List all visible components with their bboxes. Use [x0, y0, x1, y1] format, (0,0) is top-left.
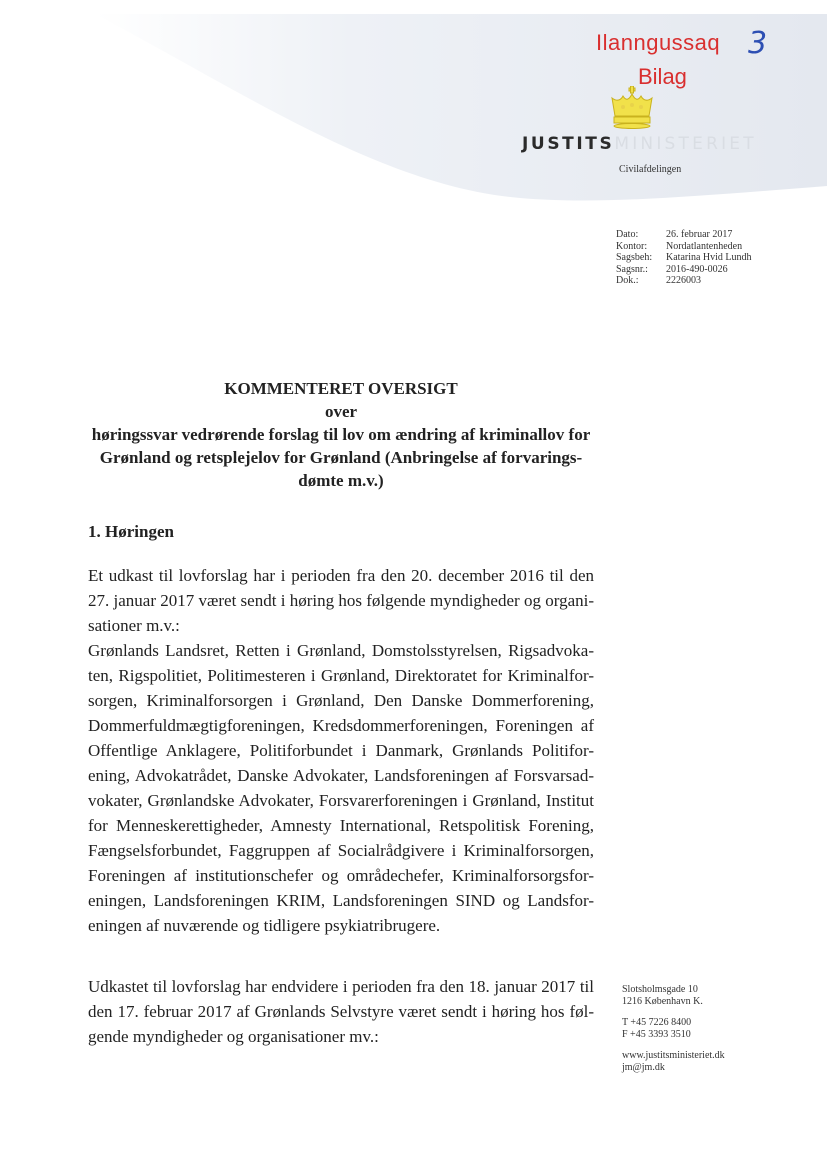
meta-row-document: Dok.: 2226003 — [616, 275, 701, 286]
paragraph-3: Udkastet til lovforslag har endvidere i perioden fra den 18. januar 2017 til den 17. februar 2017 af Grønlands Selvstyre været sendt i høring hos føl- gende myndigheder og organisationer mv.: — [88, 977, 594, 1046]
meta-row-case-number: Sagsnr.: 2016-490-0026 — [616, 263, 728, 275]
stamp-subtitle: Bilag — [638, 64, 687, 89]
contact-block — [622, 984, 725, 1073]
crown-icon — [609, 86, 655, 130]
contact-phone: T +45 7226 8400 — [622, 1017, 692, 1028]
document-metadata — [616, 229, 752, 287]
title-line: høringssvar vedrørende forslag til lov om ændring af kriminallov for — [91, 425, 591, 444]
title-line: dømte m.v.) — [298, 471, 384, 490]
ministry-logo — [522, 134, 757, 154]
title-line: over — [324, 402, 358, 421]
meta-row-office: Kontor: Nordatlantenheden — [616, 240, 743, 252]
contact-website: www.justitsministeriet.dk — [622, 1050, 725, 1061]
title-line: KOMMENTERET OVERSIGT — [224, 379, 458, 398]
contact-street: Slotsholmsgade 10 — [622, 984, 698, 995]
contact-city: 1216 København K. — [622, 995, 703, 1007]
meta-row-handler: Sagsbeh: Katarina Hvid Lundh — [616, 252, 752, 263]
document-title — [88, 377, 594, 492]
paragraph-1: Et udkast til lovforslag har i perioden fra den 20. december 2016 til den 27. januar 2017 været sendt i høring hos følgende myndigheder og organi- sationer m.v.: — [88, 566, 594, 635]
logo-part1: JUSTITS — [522, 134, 615, 154]
paragraph-2: Grønlands Landsret, Retten i Grønland, Domstolsstyrelsen, Rigsadvoka- ten, Rigspolitiet, Politimesteren i Grønland, Direktoratet for Kriminalfor- sorgen, Kriminalforsorgen i Grønland, Den Danske Dommerforening, Dommerfuldmægtigforeningen, Kredsdommerforeningen, Foreningen af Offentlige Anklagere, Politiforbundet i Danmark, Grønlands Politifor- ening, Advokatrådet, Danske Advokater, Landsforeningen af Forsvarsad- vokater, Grønlandske Advokater, Forsvarerforeningen i Grønland, Institut for Menneskerettigheder, Amnesty International, Retspolitisk Forening, Fængselsforbundet, Faggruppen af Socialrådgivere i Kriminalforsorgen, Foreningen af institutionschefer og områdechefer, Kriminalforsorgsfor- eningen, Landsforeningen KRIM, Landsforeningen SIND og Landsfor- eningen af nuværende og tidligere psykiatribrugere. — [88, 641, 594, 935]
stamp-number: 3 — [748, 26, 768, 61]
section-heading: 1. Høringen — [88, 522, 174, 541]
contact-email: jm@jm.dk — [622, 1061, 665, 1073]
department-name: Civilafdelingen — [619, 164, 682, 175]
meta-row-date: Dato: 26. februar 2017 — [616, 229, 733, 240]
stamp-title: Ilanngussaq — [596, 30, 721, 55]
logo-part2: MINISTERIET — [614, 134, 757, 154]
contact-fax: F +45 3393 3510 — [622, 1028, 691, 1040]
title-line: Grønland og retsplejelov for Grønland (Anbringelse af forvarings- — [99, 448, 583, 467]
